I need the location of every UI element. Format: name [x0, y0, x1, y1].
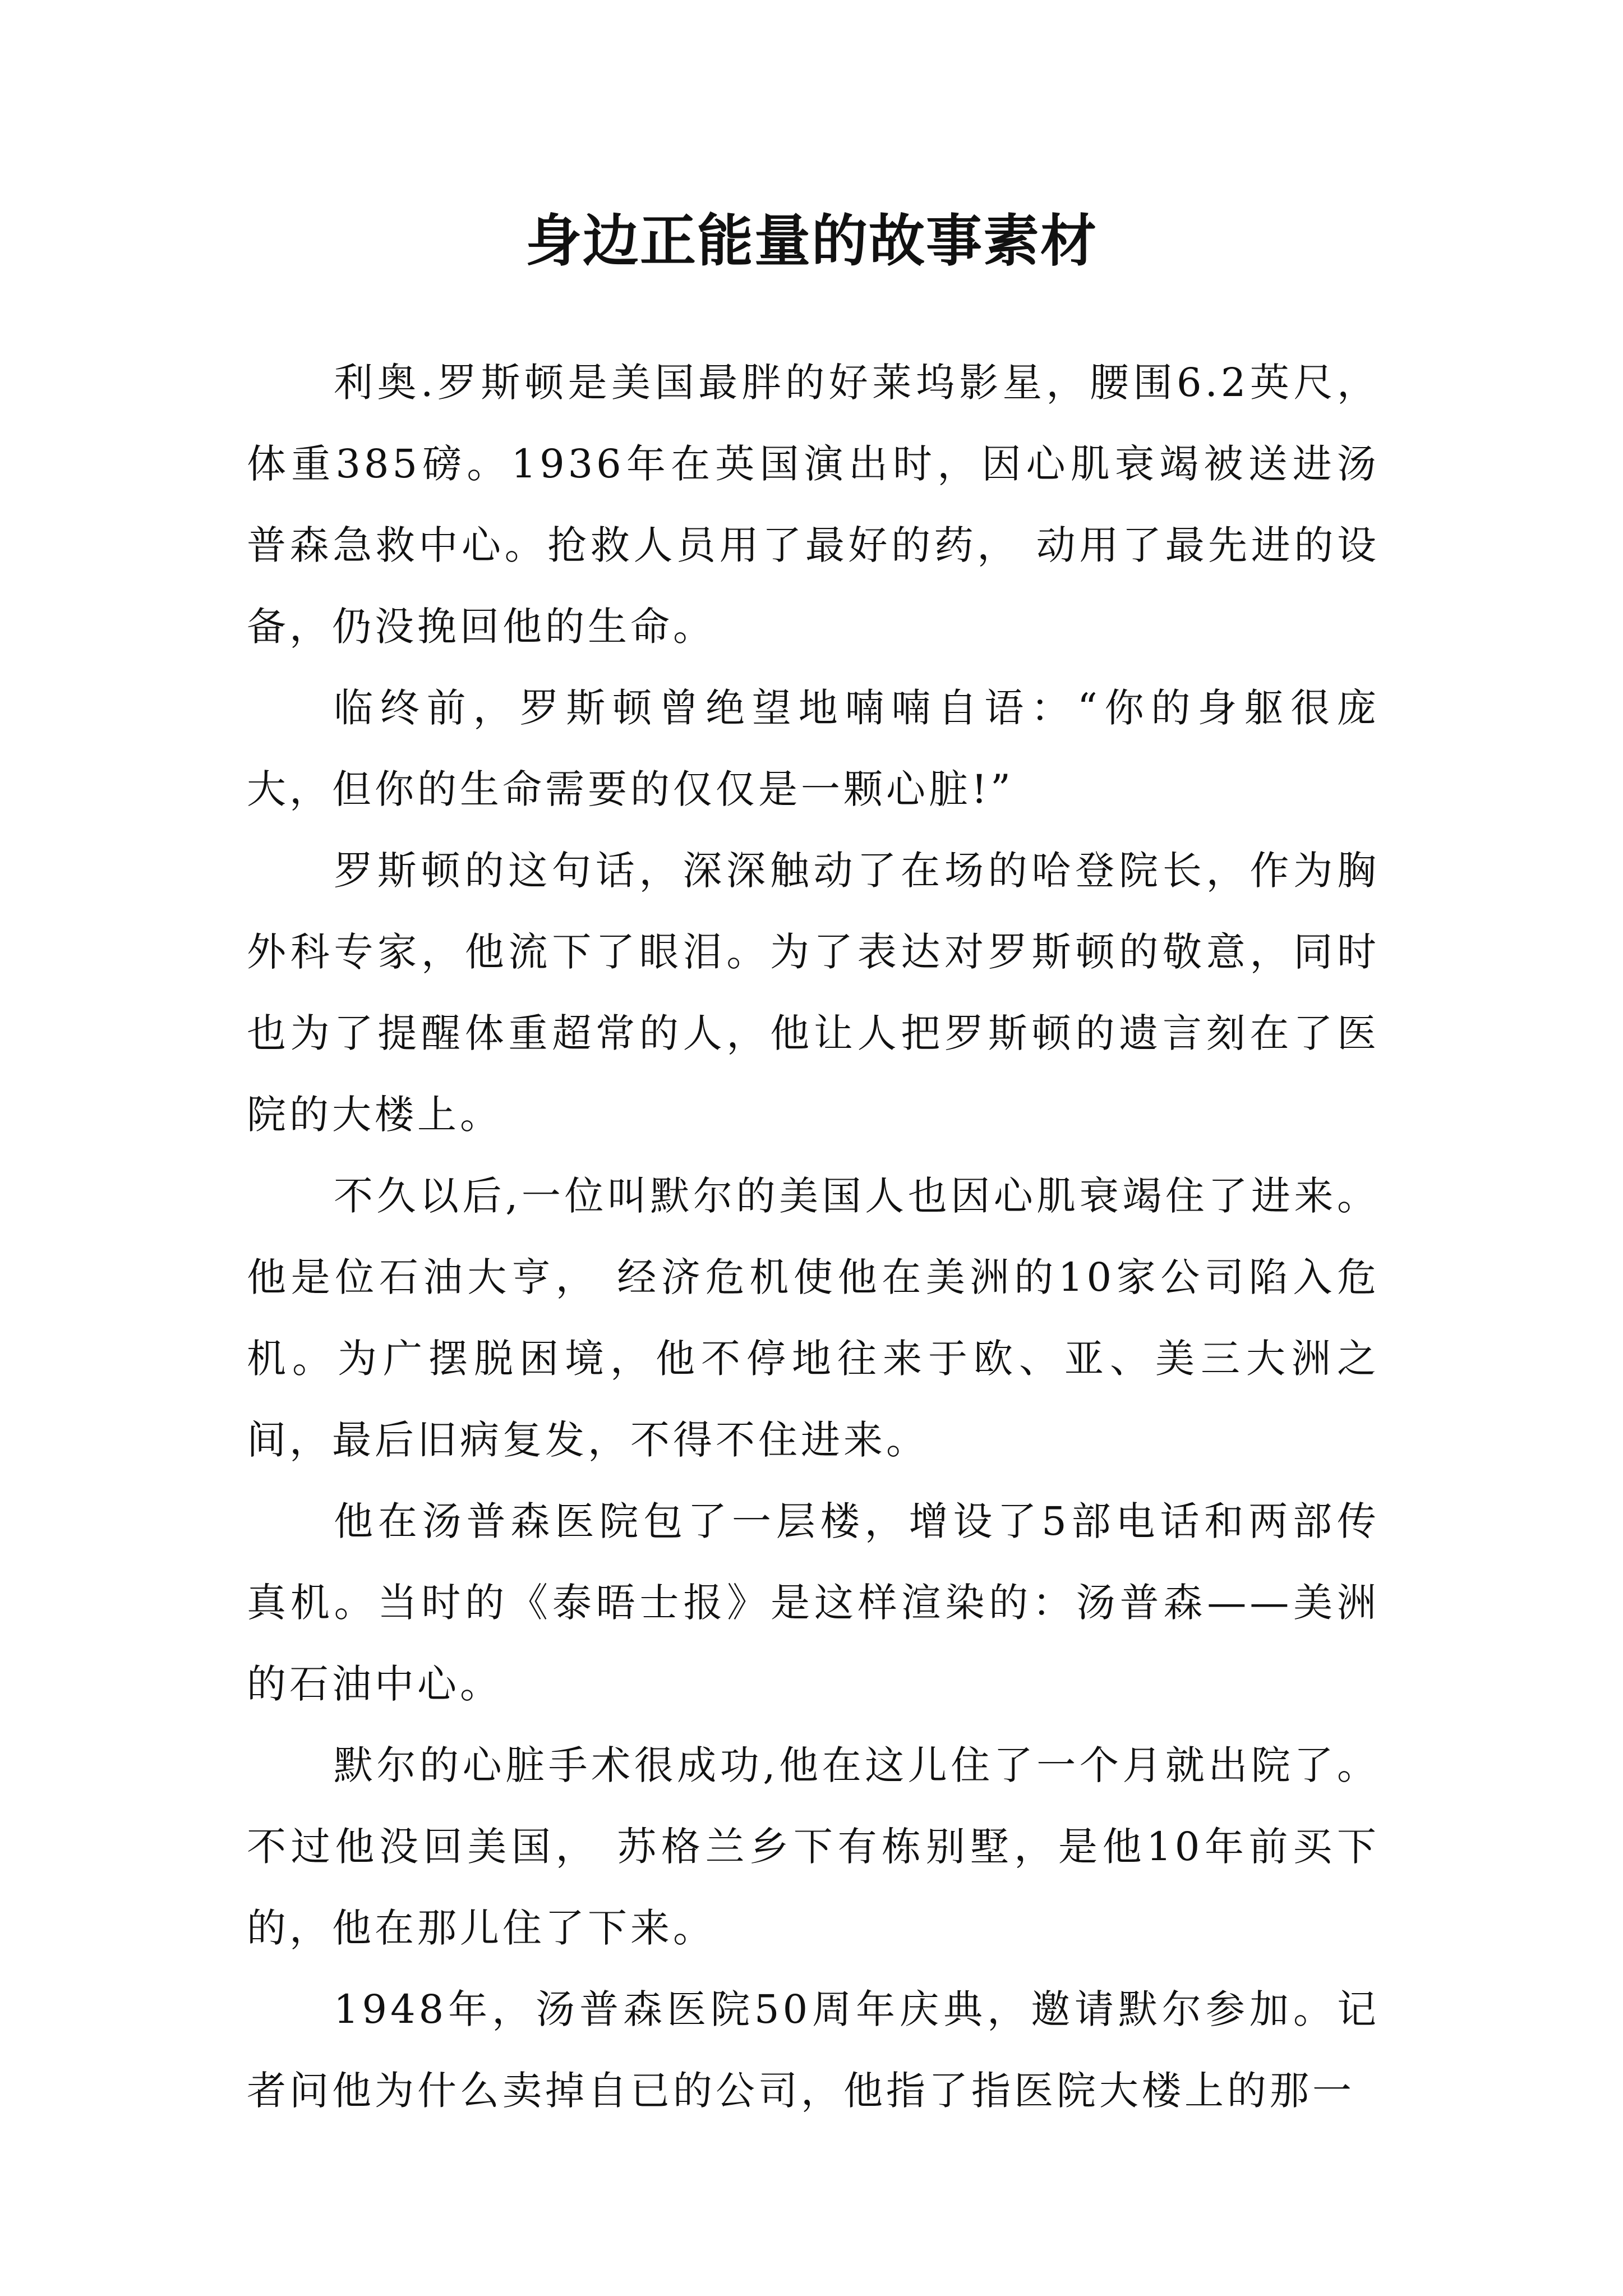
- paragraph: 罗斯顿的这句话，深深触动了在场的哈登院长，作为胸外科专家，他流下了眼泪。为了表达对罗斯顿的敬意，同时也为了提醒体重超常的人，他让人把罗斯顿的遗言刻在了医院的大楼上。: [247, 848, 1380, 1138]
- paragraph: 1948年，汤普森医院50周年庆典，邀请默尔参加。记者问他为什么卖掉自已的公司，他指了指医院大楼上的那一: [247, 1986, 1380, 2114]
- paragraph: 利奥.罗斯顿是美国最胖的好莱坞影星，腰围6.2英尺，体重385磅。1936年在英国演出时，因心肌衰竭被送进汤普森急救中心。抢救人员用了最好的药， 动用了最先进的设备，仍没挽回他的生命。: [247, 360, 1380, 650]
- paragraph: 他在汤普森医院包了一层楼，增设了5部电话和两部传真机。当时的《泰晤士报》是这样渲染的：汤普森——美洲的石油中心。: [247, 1498, 1380, 1707]
- document-body: [247, 342, 1380, 2132]
- paragraph: 临终前，罗斯顿曾绝望地喃喃自语：“你的身躯很庞大，但你的生命需要的仅仅是一颗心脏!”: [247, 685, 1380, 812]
- paragraph: 不久以后,一位叫默尔的美国人也因心肌衰竭住了进来。他是位石油大亨， 经济危机使他在美洲的10家公司陷入危机。为广摆脱困境，他不停地往来于欧、亚、美三大洲之间，最后旧病复发，不得不住进来。: [247, 1173, 1380, 1463]
- paragraph: 默尔的心脏手术很成功,他在这儿住了一个月就出院了。不过他没回美国， 苏格兰乡下有栋别墅，是他10年前买下的，他在那儿住了下来。: [247, 1742, 1380, 1951]
- document-title: 身边正能量的故事素材: [525, 208, 1098, 274]
